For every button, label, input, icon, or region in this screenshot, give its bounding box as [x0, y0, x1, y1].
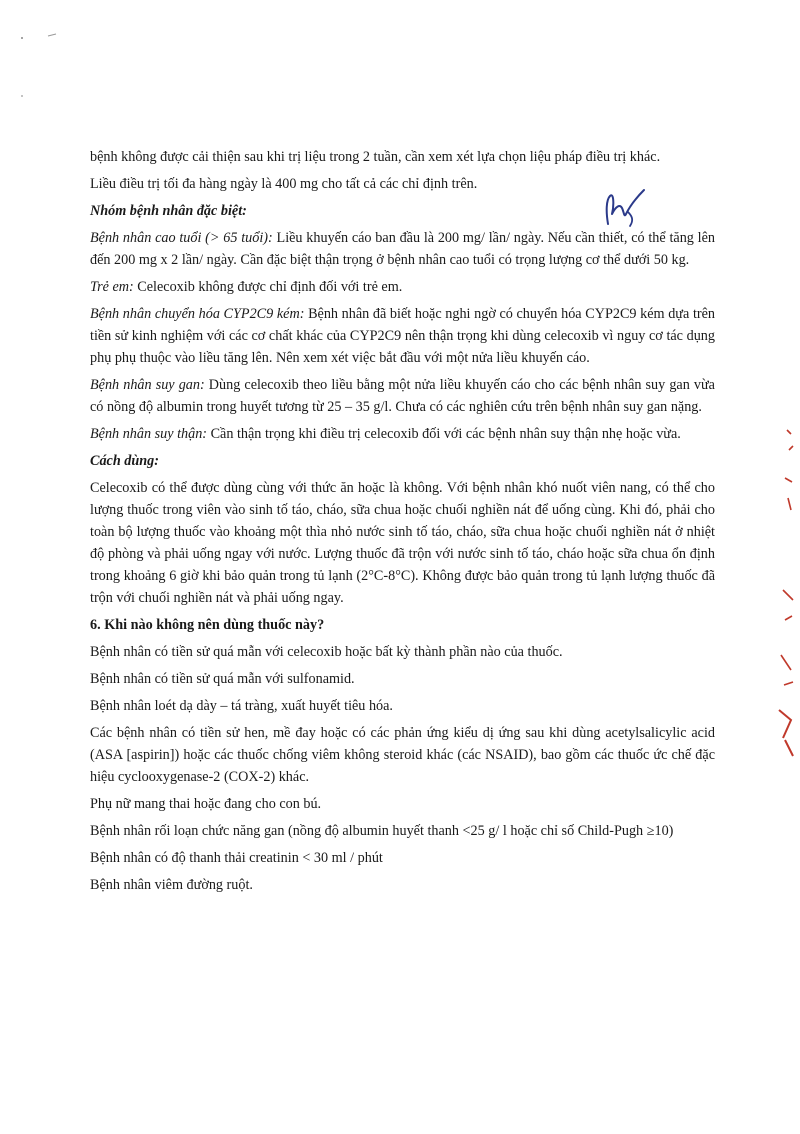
label-elderly: Bệnh nhân cao tuổi (> 65 tuổi):: [90, 230, 273, 246]
contraindication-item: Bệnh nhân có tiền sử quá mẫn với celecoxib hoặc bất kỳ thành phần nào của thuốc.: [90, 644, 563, 660]
contraindication-item: Bệnh nhân có tiền sử quá mẫn với sulfonamid.: [90, 671, 355, 687]
heading-special-groups: Nhóm bệnh nhân đặc biệt:: [90, 203, 247, 219]
contraindication-item: Phụ nữ mang thai hoặc đang cho con bú.: [90, 796, 322, 812]
paragraph-cyp2c9: [90, 303, 715, 369]
contraindication-item: Bệnh nhân rối loạn chức năng gan (nồng độ albumin huyết thanh <25 g/ l hoặc chỉ số Child-Pugh ≥10): [90, 823, 674, 839]
paragraph-children: [90, 276, 715, 298]
text-cyp2c9: Bệnh nhân đã biết hoặc nghi ngờ có chuyển hóa CYP2C9 kém dựa trên tiền sử kinh nghiệm với các cơ chất khác của CYP2C9 nên thận trọng khi dùng celecoxib vì nguy cơ tác dụng phụ phụ thuộc vào liều tăng lên. Nên xem xét việc bắt đầu với một nửa liều khuyến cáo.: [90, 306, 715, 366]
contraindication-item: Bệnh nhân viêm đường ruột.: [90, 877, 253, 893]
paragraph-max-dose: Liều điều trị tối đa hàng ngày là 400 mg cho tất cả các chỉ định trên.: [90, 176, 478, 192]
contraindication-item: Các bệnh nhân có tiền sử hen, mề đay hoặc có các phản ứng kiểu dị ứng sau khi dùng acetylsalicylic acid (ASA [aspirin]) hoặc các thuốc chống viêm không steroid khác (các NSAID), bao gồm các thuốc ức chế đặc hiệu cyclooxygenase-2 (COX-2) khác.: [90, 725, 715, 785]
text-elderly: Liều khuyến cáo ban đầu là 200 mg/ lần/ ngày. Nếu cần thiết, có thể tăng lên đến 200 mg x 2 lần/ ngày. Cần đặc biệt thận trọng ở bệnh nhân cao tuổi có trọng lượng cơ thể dưới 50 kg.: [90, 230, 715, 268]
paragraph-continuation: bệnh không được cải thiện sau khi trị liệu trong 2 tuần, cần xem xét lựa chọn liệu pháp điều trị khác.: [90, 149, 661, 165]
text-kidney: Cần thận trọng khi điều trị celecoxib đối với các bệnh nhân suy thận nhẹ hoặc vừa.: [207, 426, 681, 442]
paragraph-kidney: [90, 423, 715, 445]
paragraph-usage: Celecoxib có thể được dùng cùng với thức ăn hoặc là không. Với bệnh nhân khó nuốt viên nang, có thể cho lượng thuốc trong viên vào sinh tố táo, cháo, sữa chua hoặc chuối nghiền nát để uống cùng. Khi đó, phải cho toàn bộ lượng thuốc vào khoảng một thìa nhỏ nước sinh tố táo, cháo, sữa chua hoặc chuối nghiền nát ở nhiệt độ phòng và phải uống ngay với nước. Lượng thuốc đã trộn với nước sinh tố táo, cháo hoặc sữa chua ổn định trong khoảng 6 giờ khi bảo quản trong tủ lạnh (2°C-8°C). Không được bảo quản trong tủ lạnh lượng thuốc đã trộn với chuối nghiền nát và phải uống ngay.: [90, 480, 715, 606]
label-kidney: Bệnh nhân suy thận:: [90, 426, 208, 442]
heading-usage: Cách dùng:: [90, 453, 159, 469]
label-children: Trẻ em:: [90, 279, 134, 295]
contraindication-item: Bệnh nhân loét dạ dày – tá tràng, xuất huyết tiêu hóa.: [90, 698, 393, 714]
label-liver: Bệnh nhân suy gan:: [90, 377, 205, 393]
document-page: [90, 146, 715, 901]
text-liver: Dùng celecoxib theo liều bằng một nửa liều khuyến cáo cho các bệnh nhân suy gan vừa có nồng độ albumin trong huyết tương từ 25 – 35 g/l. Chưa có các nghiên cứu trên bệnh nhân suy gan nặng.: [90, 377, 715, 415]
stamp-fragment: [765, 420, 795, 760]
text-children: Celecoxib không được chỉ định đối với trẻ em.: [133, 279, 403, 295]
label-cyp2c9: Bệnh nhân chuyển hóa CYP2C9 kém:: [90, 306, 305, 322]
scan-speck: [18, 30, 78, 100]
paragraph-liver: [90, 374, 715, 418]
signature: [600, 188, 650, 230]
section-6-heading: 6. Khi nào không nên dùng thuốc này?: [90, 617, 325, 633]
paragraph-elderly: [90, 227, 715, 271]
contraindication-item: Bệnh nhân có độ thanh thải creatinin < 30 ml / phút: [90, 850, 383, 866]
